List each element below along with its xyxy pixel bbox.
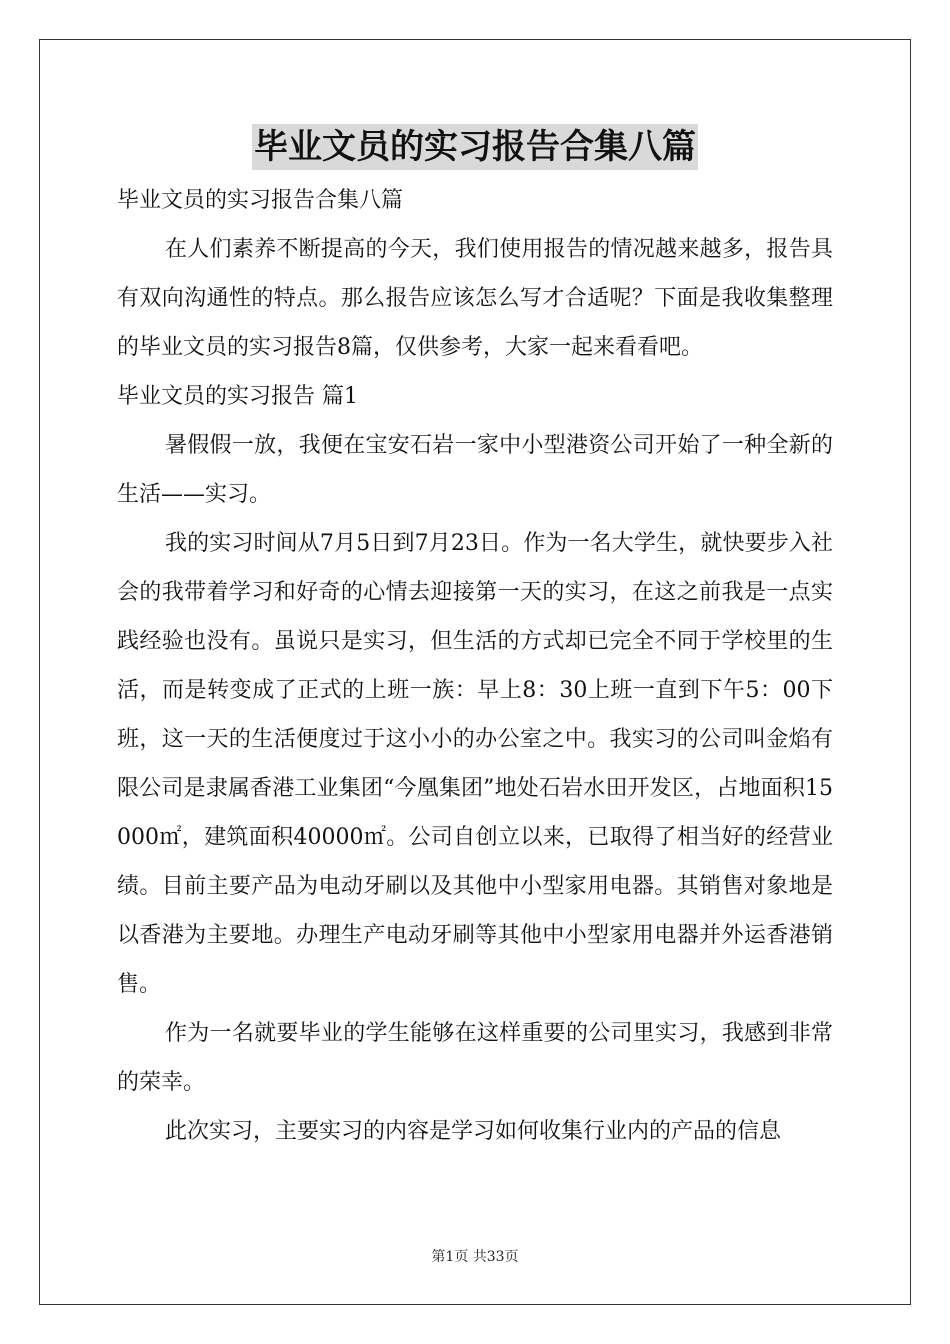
paragraph-subtitle: 毕业文员的实习报告合集八篇 [117,188,404,213]
paragraph: 此次实习，主要实习的内容是学习如何收集行业内的产品的信息 [165,1119,782,1144]
page-number: 第1页 共33页 [431,1249,519,1265]
section-heading: 毕业文员的实习报告 篇1 [117,384,358,409]
page-footer [0,1246,950,1266]
document-title: 毕业文员的实习报告合集八篇 [252,124,698,170]
document-body [117,176,833,1156]
title-container [0,124,950,170]
paragraph: 我的实习时间从7月5日到7月23日。作为一名大学生，就快要步入社会的我带着学习和好奇的心情去迎接第一天的实习，在这之前我是一点实践经验也没有。虽说只是实习，但生活的方式却已完全不同于学校里的生活，而是转变成了正式的上班一族：早上8：30上班一直到下午5：00下班，这一天的生活便度过于这小小的办公室之中。我实习的公司叫金焰有限公司是隶属香港工业集团“今凰集团”地处石岩水田开发区，占地面积15000㎡，建筑面积40000㎡。公司自创立以来，已取得了相当好的经营业绩。目前主要产品为电动牙刷以及其他中小型家用电器。其销售对象地是以香港为主要地。办理生产电动牙刷等其他中小型家用电器并外运香港销售。 [117,531,833,997]
paragraph: 在人们素养不断提高的今天，我们使用报告的情况越来越多，报告具有双向沟通性的特点。那么报告应该怎么写才合适呢？下面是我收集整理的毕业文员的实习报告8篇，仅供参考，大家一起来看看吧。 [117,237,833,360]
paragraph: 作为一名就要毕业的学生能够在这样重要的公司里实习，我感到非常的荣幸。 [117,1021,833,1095]
paragraph: 暑假假一放，我便在宝安石岩一家中小型港资公司开始了一种全新的生活——实习。 [117,433,833,507]
